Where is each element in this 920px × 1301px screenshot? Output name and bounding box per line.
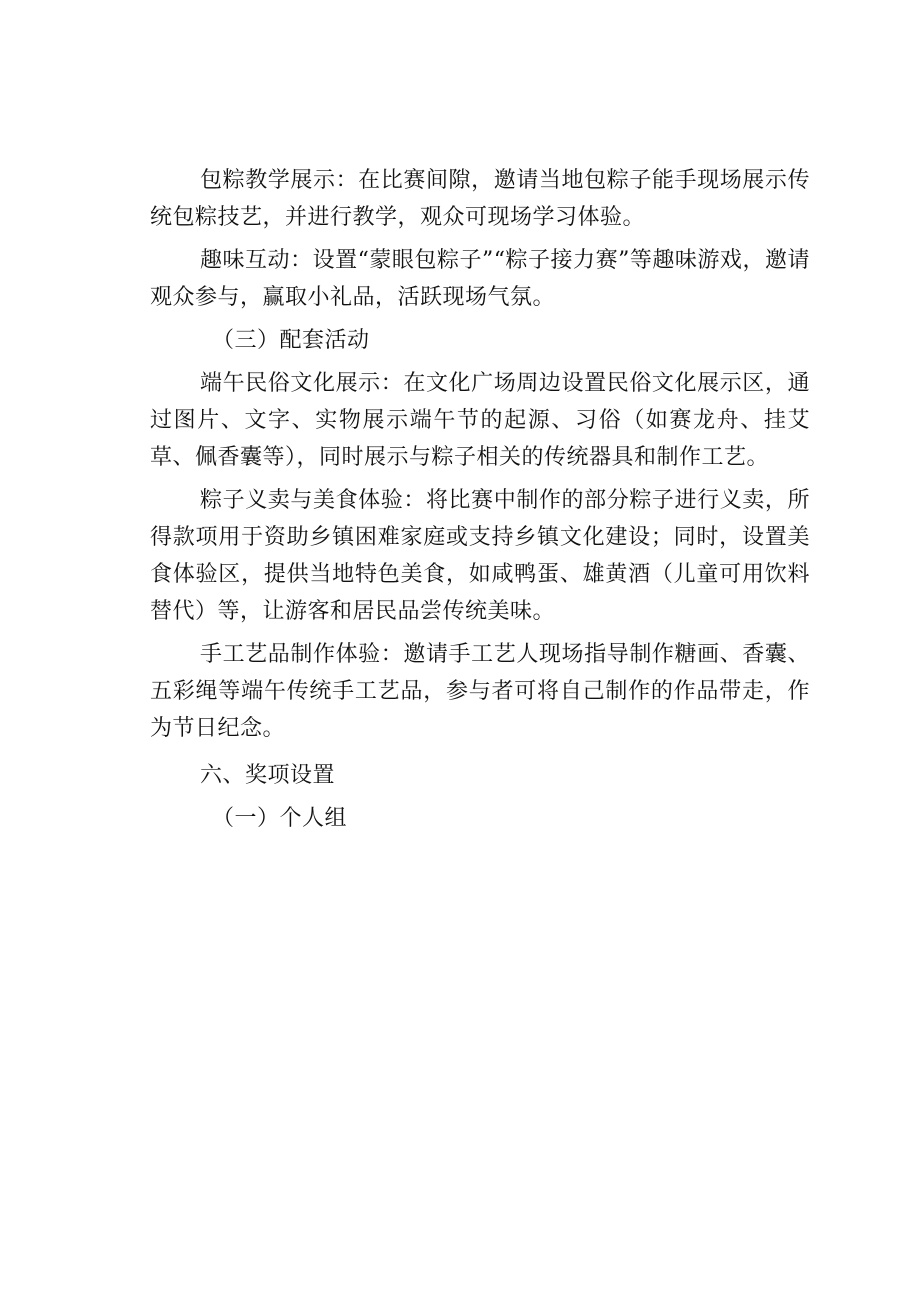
paragraph-fun-interaction: 趣味互动：设置“蒙眼包粽子”“粽子接力赛”等趣味游戏，邀请观众参与，赢取小礼品，活跃现场气氛。 [150,248,810,310]
document-body [150,162,810,843]
section-heading-awards: 六、奖项设置 [200,763,336,788]
paragraph-charity-food: 粽子义卖与美食体验：将比赛中制作的部分粽子进行义卖，所得款项用于资助乡镇困难家庭或支持乡镇文化建设；同时，设置美食体验区，提供当地特色美食，如咸鸭蛋、雄黄酒（儿童可用饮料替代）等，让游客和居民品尝传统美味。 [150,488,810,624]
subheading-supporting-activities: （三）配套活动 [212,328,370,353]
subheading-individual-group: （一）个人组 [212,806,348,831]
paragraph-folk-culture-display: 端午民俗文化展示：在文化广场周边设置民俗文化展示区，通过图片、文字、实物展示端午节的起源、习俗（如赛龙舟、挂艾草、佩香囊等），同时展示与粽子相关的传统器具和制作工艺。 [150,371,810,470]
paragraph-handicraft: 手工艺品制作体验：邀请手工艺人现场指导制作糖画、香囊、五彩绳等端午传统手工艺品，参与者可将自己制作的作品带走，作为节日纪念。 [150,642,810,741]
paragraph-zongzi-teaching: 包粽教学展示：在比赛间隙，邀请当地包粽子能手现场展示传统包粽技艺，并进行教学，观众可现场学习体验。 [150,168,810,230]
